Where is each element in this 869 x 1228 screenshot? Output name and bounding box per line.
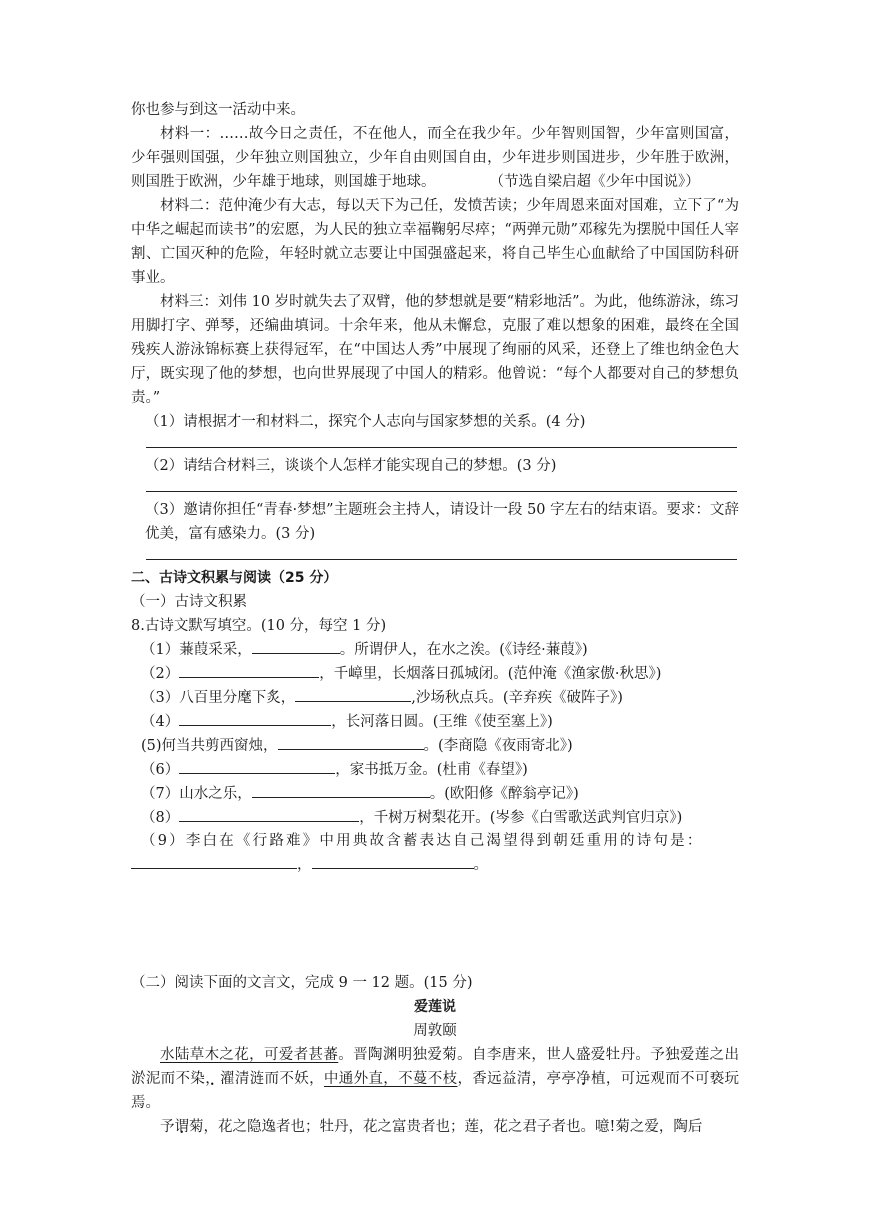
intro-tail: 你也参与到这一活动中来。 <box>131 102 305 118</box>
answer-line-3[interactable] <box>146 546 737 560</box>
fill-blank[interactable] <box>179 758 335 774</box>
question-1: （1）请根据才一和材料二，探究个人志向与国家梦想的关系。(4 分) <box>145 414 586 430</box>
fill-blank[interactable] <box>295 686 411 702</box>
material-3: 材料三：刘伟 10 岁时就失去了双臂，他的梦想就是要“精彩地活”。为此，他练游泳，练习用脚打字、弹琴，还编曲填词。十余年来，他从未懈怠，克服了难以想象的困难，最终在全国残疾人游泳锦标赛上获得冠军，在“中国达人秀”中展现了绚丽的风采，还登上了维也纳金色大厅，既实现了他的梦想，也向世界展现了中国人的精彩。他曾说：“每个人都要对自己的梦想负责。” <box>131 294 739 406</box>
fill-item: （4） ，长河落日圆。(王维《使至塞上》) <box>131 710 739 734</box>
fill-item: （1）蒹葭采采， 。所谓伊人，在水之涘。(《诗经·蒹葭》) <box>131 638 739 662</box>
fill-blank[interactable] <box>179 710 331 726</box>
essay-paragraph-2: 予谓菊，花之隐逸者也；牡丹，花之富贵者也；莲，花之君子者也。噫!菊之爱，陶后 <box>160 1119 703 1135</box>
fill-blank[interactable] <box>131 853 297 869</box>
material-1-source: （节选自梁启超《少年中国说》） <box>489 174 700 190</box>
document-page <box>131 98 739 1139</box>
question-9-blanks: ， 。 <box>131 853 739 877</box>
section-2-title: 二、古诗文积累与阅读（25 分） <box>131 570 338 586</box>
subsection-2-title: （二）阅读下面的文言文，完成 9 一 12 题。(15 分) <box>131 975 473 991</box>
essay-paragraph-1: 水陆草木之花，可爱者甚蕃。晋陶渊明独爱菊。自李唐来，世人盛爱牡丹。予独爱莲之出淤泥而不染，濯清涟而不妖，中通外直，不蔓不枝，香远益清，亭亭净植，可远观而不可亵玩焉。 <box>131 1047 740 1111</box>
material-1 <box>131 122 739 194</box>
fill-item: （2） ，千嶂里，长烟落日孤城闭。(范仲淹《渔家傲·秋思》) <box>131 662 739 686</box>
fill-blank[interactable] <box>252 638 340 654</box>
answer-line-1[interactable] <box>146 434 737 448</box>
fill-item: （3）八百里分麾下炙， ,沙场秋点兵。(辛弃疾《破阵子》) <box>131 686 739 710</box>
material-2: 材料二：范仲淹少有大志，每以天下为己任，发愤苦读；少年周恩来面对国难，立下了“为中华之崛起而读书”的宏愿，为人民的独立幸福鞠躬尽瘁；“两弹元勋”邓稼先为摆脱中国任人宰割、亡国灭种的危险，年轻时就立志要让中国强盛起来，将自己毕生心血献给了中国国防科研事业。 <box>131 198 739 286</box>
material-1-text: 材料一：……故今日之责任，不在他人，而全在我少年。少年智则国智，少年富则国富，少年强则国强，少年独立则国独立，少年自由则国自由，少年进步则国进步，少年胜于欧洲，则国胜于欧洲，少年雄于地球，则国雄于地球。 <box>131 126 739 190</box>
answer-line-2[interactable] <box>146 478 737 492</box>
essay-author: 周敦颐 <box>413 1023 457 1039</box>
subsection-1-title: （一）古诗文积累 <box>131 594 247 610</box>
essay-title: 爱莲说 <box>414 999 456 1015</box>
fill-blank[interactable] <box>179 806 359 822</box>
question-9: （9）李白在《行路难》中用典故含蓄表达自己渴望得到朝廷重用的诗句是： <box>141 833 704 849</box>
fill-item: （7）山水之乐， 。(欧阳修《醉翁亭记》) <box>131 782 739 806</box>
question-8-title: 8.古诗文默写填空。(10 分，每空 1 分) <box>131 618 387 634</box>
fill-blank[interactable] <box>252 782 430 798</box>
fill-item: (5)何当共剪西窗烛， 。(李商隐《夜雨寄北》) <box>131 734 739 758</box>
question-3: （3）邀请你担任“青春·梦想”主题班会主持人，请设计一段 50 字左右的结束语。要求：文辞优美，富有感染力。(3 分) <box>145 502 739 542</box>
fill-blank[interactable] <box>179 662 319 678</box>
question-2: （2）请结合材料三，谈谈个人怎样才能实现自己的梦想。(3 分) <box>145 458 557 474</box>
fill-item: （6） ，家书抵万金。(杜甫《春望》) <box>131 758 739 782</box>
fill-blank[interactable] <box>278 734 424 750</box>
fill-item: （8） ，千树万树梨花开。(岑参《白雪歌送武判官归京》) <box>131 806 739 830</box>
fill-blank[interactable] <box>312 853 474 869</box>
spacer <box>131 877 739 971</box>
